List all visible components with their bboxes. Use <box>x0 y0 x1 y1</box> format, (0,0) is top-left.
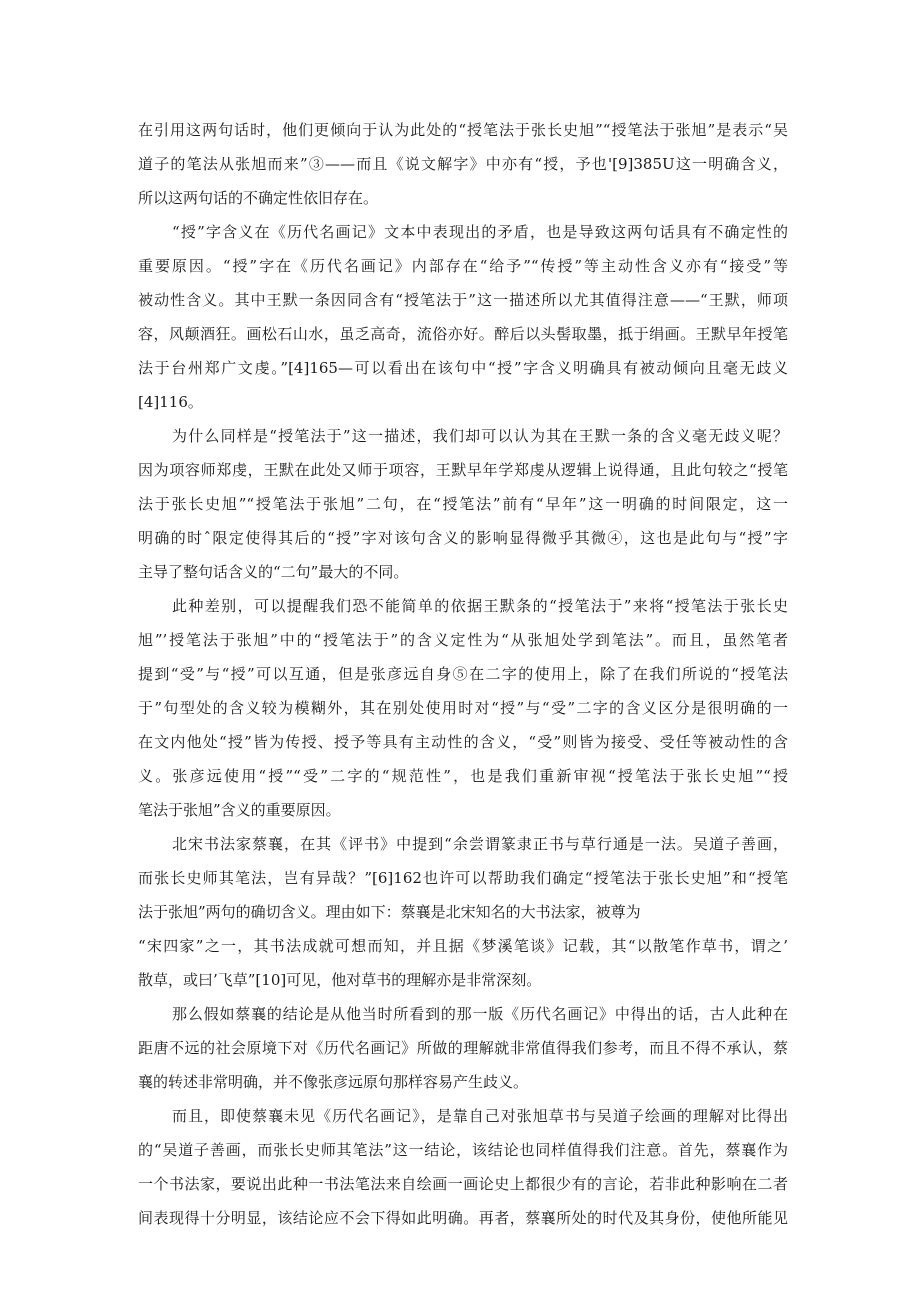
text-line: 笔法于张旭”含义的重要原因。 <box>138 801 341 819</box>
text-line: 襄的转述非常明确，并不像张彦远原句那样容易产生歧义。 <box>138 1073 529 1091</box>
text-line: 法于张长史旭”“授笔法于张旭”二句，在“授笔法”前有“早年”这一明确的时间限定，这一 <box>138 495 788 513</box>
text-line: 而张长史师其笔法，岂有异哉？”[6]162也许可以帮助我们确定“授笔法于张长史旭”和“授笔 <box>138 869 788 887</box>
text-line: [4]116。 <box>138 393 203 411</box>
paragraph-first-line: 此种差别，可以提醒我们恐不能简单的依据王默条的“授笔法于”来将“授笔法于张长史 <box>172 597 788 615</box>
text-line: 间表现得十分明显，该结论应不会下得如此明确。再者，蔡襄所处的时代及其身份，使他所能见 <box>138 1209 788 1227</box>
paragraph-first-line: 为什么同样是“授笔法于”这一描述，我们却可以认为其在王默一条的含义毫无歧义呢？ <box>172 427 788 445</box>
text-line: 道子的笔法从张旭而来”③——而且《说文解字》中亦有“授，予也'[9]385U这一明确含义， <box>138 155 788 173</box>
text-line: 的“吴道子善画，而张长史师其笔法”这一结论，该结论也同样值得我们注意。首先，蔡襄作为 <box>138 1141 788 1159</box>
text-line: 主导了整句话含义的“二句”最大的不同。 <box>138 563 409 581</box>
text-line: 义。张彦远使用“授”“受”二字的“规范性”，也是我们重新审视“授笔法于张长史旭”“授 <box>138 767 788 785</box>
text-line: 明确的时ˆ限定使得其后的“授”字对该句含义的影响显得微乎其微④，这也是此句与“授”字 <box>138 529 788 547</box>
text-line: 因为项容师郑虔，王默在此处又师于项容，王默早年学郑虔从逻辑上说得通，且此句较之“授笔 <box>138 461 788 479</box>
text-line: 在引用这两句话时，他们更倾向于认为此处的“授笔法于张长史旭”“授笔法于张旭”是表示“吴 <box>138 121 788 139</box>
text-line: 法于张旭”两句的确切含义。理由如下：蔡襄是北宋知名的大书法家，被尊为 <box>138 903 641 921</box>
text-line: 在文内他处“授”皆为传授、授予等具有主动性的含义，“受”则皆为接受、受任等被动性的含 <box>138 733 788 751</box>
text-line: “宋四家”之一，其书法成就可想而知，并且据《梦溪笔谈》记载，其“以散笔作草书，谓之’ <box>138 937 788 955</box>
paragraph-first-line: “授”字含义在《历代名画记》文本中表现出的矛盾，也是导致这两句话具有不确定性的 <box>172 223 788 241</box>
paragraph-first-line: 那么假如蔡襄的结论是从他当时所看到的那一版《历代名画记》中得出的话，古人此种在 <box>172 1005 788 1023</box>
text-line: 重要原因。“授”字在《历代名画记》内部存在“给予”“传授”等主动性含义亦有“接受”等 <box>138 257 788 275</box>
paragraph-first-line: 而且，即使蔡襄未见《历代名画记》，是靠自己对张旭草书与吴道子绘画的理解对比得出 <box>172 1107 788 1125</box>
text-line: 于”句型处的含义较为模糊外，其在别处使用时对“授”与“受”二字的含义区分是很明确的一 <box>138 699 788 717</box>
text-line: 散草，或曰’飞草”[10]可见，他对草书的理解亦是非常深刻。 <box>138 971 542 989</box>
text-line: 法于台州郑广文虔。”[4]165—可以看出在该句中“授”字含义明确具有被动倾向且毫无歧义 <box>138 359 788 377</box>
text-line: 所以这两句话的不确定性依旧存在。 <box>138 189 379 207</box>
text-line: 旭”’授笔法于张旭”中的“授笔法于”的含义定性为“从张旭处学到笔法”。而且，虽然笔者 <box>138 631 788 649</box>
paragraph-first-line: 北宋书法家蔡襄，在其《评书》中提到“余尝谓篆隶正书与草行通是一法。吴道子善画， <box>172 835 788 853</box>
text-line: 一个书法家，要说出此种一书法笔法来自绘画一画论史上都很少有的言论，若非此种影响在二者 <box>138 1175 788 1193</box>
text-line: 距唐不远的社会原境下对《历代名画记》所做的理解就非常值得我们参考，而且不得不承认，蔡 <box>138 1039 788 1057</box>
text-line: 被动性含义。其中王默一条因同含有“授笔法于”这一描述所以尤其值得注意——“王默，师项 <box>138 291 788 309</box>
text-line: 容，风颠酒狂。画松石山水，虽乏高奇，流俗亦好。醉后以头髻取墨，抵于绢画。王默早年授笔 <box>138 325 788 343</box>
text-line: 提到“受”与“授”可以互通，但是张彦远自身⑤在二字的使用上，除了在我们所说的“授笔法 <box>138 665 788 683</box>
